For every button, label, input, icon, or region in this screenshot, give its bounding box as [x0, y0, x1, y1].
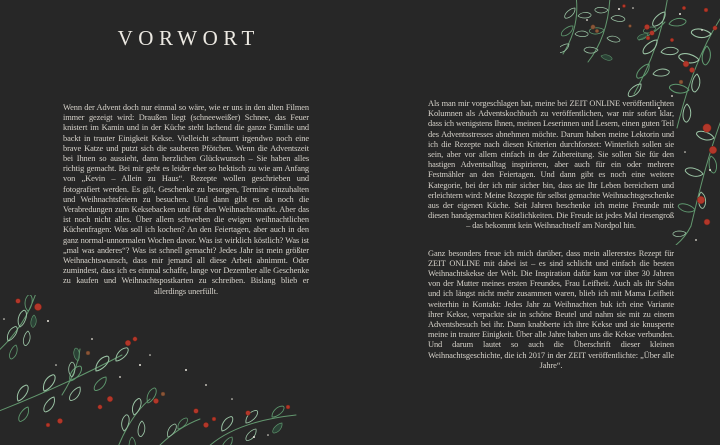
- foreword-paragraph: Wenn der Advent doch nur einmal so wäre, wie er uns in den alten Filmen immer gezeigt wird: Draußen liegt (schneeweißer) Schnee, das Feuer knistert im Kamin und in der Küche steht lachend die ganze Familie und backt in trauter Einigkeit Kekse. Vielleicht schnurrt irgendwo noch eine brave Katze und putzt sich die sauberen Pfötchen. Wenn die Adventszeit bei Ihnen so aussieht, dann herzlichen Glückwunsch – Sie haben alles richtig gemacht. Bei mir geht es leider eher so hektisch zu wie am Anfang von „Kevin – Allein zu Haus“. Rezepte wollen geschrieben und fotografiert werden. Es gilt, Geschenke zu besorgen, Termine einzuhalten und Weihnachtsfeiern zu besuchen. Und dann gibt es da noch die Verabredungen zum Keksebacken und für den Weihnachtsmarkt. Aber das ist noch nicht alles. Über allem schweben die ewigen weihnachtlichen Küchenfragen: Was soll ich kochen? An den Feiertagen, aber auch in den ganz normal-unnormalen Wochen davor. Was ist wirklich köstlich? Was ist „mal was anderes“? Was ist schnell gemacht? Jedes Jahr ist mein größter Weihnachtswunsch, dass mir jemand all diese Arbeit abnimmt. Oder zumindest, dass ich es einmal schaffe, lange vor Dezember alle Geschenke zu kaufen und Weihnachtspostkarten zu schreiben. Bislang blieb er allerdings unerfüllt.: [63, 103, 309, 296]
- page-title: VORWORT: [117, 26, 260, 50]
- botanical-decoration-bottom-left-icon: [0, 295, 300, 445]
- foreword-paragraph: Als man mir vorgeschlagen hat, meine bei ZEIT ONLINE veröffentlichten Kolumnen als Adventskochbuch zu veröffentlichen, war mir sofort klar, dass ich wenigstens Ihnen, meinen Leserinnen und Lesern, einen guten Teil des Adventsstresses abnehmen möchte. Darum haben meine Lektorin und ich die Rezepte nach diesen Kriterien durchforstet: Winterlich sollen sie sein, aber vor allem einfach in der Zubereitung. Sie sollen Sie für den hastigen Adventsalltag inspirieren, aber auch für ein oder mehrere Festmähler an den Feiertagen. Und dann gibt es noch eine weitere Kategorie, bei der ich mir sicher bin, dass sie Ihr Leben bereichern und erleichtern wird: Meine Rezepte für selbst gemachte Weihnachtsgeschenke aus der eigenen Küche. Seit Jahren beschenke ich meine Freunde mit diesen handgemachten Köstlichkeiten. Die Freude ist jedes Mal riesengroß – das bekommt kein Weihnachtself am Nordpol hin.: [428, 99, 674, 231]
- right-page-text: [428, 99, 674, 371]
- left-page-text: [63, 103, 309, 297]
- foreword-paragraph: Ganz besonders freue ich mich darüber, dass mein allererstes Rezept für ZEIT ONLINE mit dabei ist – es sind schlicht und einfach die besten Weihnachtskekse der Welt. Die Inspiration dafür kam vor über 30 Jahren von der Mutter meines ersten Freundes, Frau Leifheit. Auch als ihr Sohn und ich längst nicht mehr zusammen waren, blieb ich mit Mama Leifheit weiterhin in Kontakt: Jedes Jahr zu Weihnachten buk ich eine Variante ihrer Kekse, verpackte sie in schöne Beutel und nahm sie mit zu einem Adventsbesuch bei ihr. Dann knabberte ich ihre Kekse und sie knusperte meine in trauter Einigkeit. Über alle Jahre haben uns die Kekse verbunden. Und darum lautet so auch die Überschrift dieser kleinen Weihnachtsgeschichte, die ich 2017 in der ZEIT veröffentlichte: „Über alle Jahre“.: [428, 248, 674, 370]
